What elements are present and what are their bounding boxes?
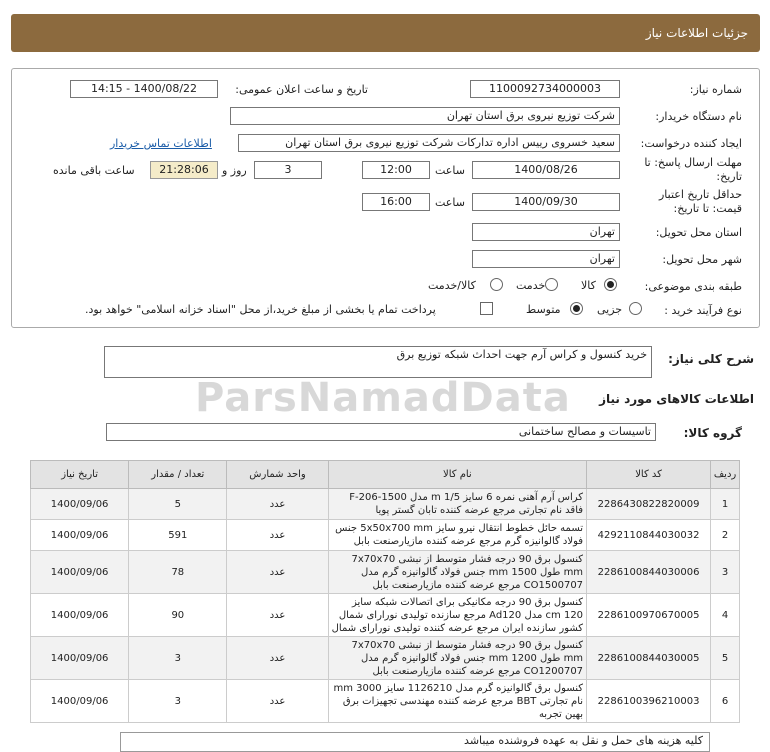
row-number: 2 bbox=[711, 520, 740, 551]
item-name: تسمه حائل خطوط انتقال نیرو سایز 5x50x700 mm جنس فولاد گالوانیزه گرم مرجع عرضه کننده مازیارصنعت بابل bbox=[328, 520, 586, 551]
item-qty: 3 bbox=[129, 680, 227, 723]
item-name: کراس آرم آهنی نمره 6 سایز m 1/5 مدل F-206-1500 فاقد نام تجارتی مرجع عرضه کننده تابان گستر پویا bbox=[328, 489, 586, 520]
table-header-row bbox=[31, 461, 740, 489]
buyer-contact-link[interactable]: اطلاعات تماس خریدار bbox=[110, 137, 212, 150]
city-field: تهران bbox=[472, 250, 620, 268]
description-field: خرید کنسول و کراس آرم جهت احداث شبکه توزیع برق bbox=[104, 346, 652, 378]
province-label: استان محل تحویل: bbox=[655, 226, 742, 239]
treasury-payment-checkbox[interactable] bbox=[480, 302, 493, 315]
row-number: 6 bbox=[711, 680, 740, 723]
item-code: 2286100970670005 bbox=[587, 594, 711, 637]
col-row-header: ردیف bbox=[711, 461, 740, 489]
category-service-label: خدمت bbox=[516, 279, 546, 292]
days-label: روز و bbox=[222, 164, 247, 177]
row-number: 3 bbox=[711, 551, 740, 594]
treasury-payment-text: پرداخت تمام یا بخشی از مبلغ خرید،از محل "اسناد خزانه اسلامی" خواهد بود. bbox=[85, 303, 436, 316]
announce-label: تاریخ و ساعت اعلان عمومی: bbox=[235, 83, 368, 96]
goods-group-label: گروه کالا: bbox=[683, 426, 742, 440]
page-title: جزئیات اطلاعات نیاز bbox=[11, 14, 760, 52]
creator-label: ایجاد کننده درخواست: bbox=[640, 137, 742, 150]
process-medium-label: متوسط bbox=[526, 303, 561, 316]
item-code: 2286430822820009 bbox=[587, 489, 711, 520]
validity-time-label: ساعت bbox=[435, 196, 465, 209]
item-unit: عدد bbox=[227, 551, 328, 594]
validity-date-field: 1400/09/30 bbox=[472, 193, 620, 211]
goods-group-field: تاسیسات و مصالح ساختمانی bbox=[106, 423, 656, 441]
deadline-time-label: ساعت bbox=[435, 164, 465, 177]
item-date: 1400/09/06 bbox=[31, 489, 129, 520]
table-row bbox=[31, 520, 740, 551]
days-remaining-field: 3 bbox=[254, 161, 322, 179]
deadline-date-field: 1400/08/26 bbox=[472, 161, 620, 179]
category-goods-radio[interactable] bbox=[604, 278, 617, 291]
item-name: کنسول برق 90 درجه فشار متوسط از نبشی 7x70x70 mm طول 1200 mm جنس فولاد گالوانیزه گرم مدل CO1200707 مرجع عرضه کننده مازیارصنعت بابل bbox=[328, 637, 586, 680]
item-code: 2286100844030005 bbox=[587, 637, 711, 680]
item-qty: 78 bbox=[129, 551, 227, 594]
item-qty: 5 bbox=[129, 489, 227, 520]
announce-field: 1400/08/22 - 14:15 bbox=[70, 80, 218, 98]
item-code: 2286100396210003 bbox=[587, 680, 711, 723]
table-row bbox=[31, 637, 740, 680]
item-code: 2286100844030006 bbox=[587, 551, 711, 594]
need-number-field: 1100092734000003 bbox=[470, 80, 620, 98]
item-name: کنسول برق 90 درجه فشار متوسط از نبشی 7x70x70 mm طول 1500 mm جنس فولاد گالوانیزه گرم مدل CO1500707 مرجع عرضه کننده مازیارصنعت بابل bbox=[328, 551, 586, 594]
process-minor-radio[interactable] bbox=[629, 302, 642, 315]
creator-field: سعید خسروی رییس اداره تدارکات شرکت توزیع نیروی برق استان تهران bbox=[238, 134, 620, 152]
deadline-label: مهلت ارسال پاسخ: تا تاریخ: bbox=[644, 156, 742, 183]
goods-section-title: اطلاعات کالاهای مورد نیاز bbox=[599, 392, 754, 406]
item-unit: عدد bbox=[227, 637, 328, 680]
row-number: 5 bbox=[711, 637, 740, 680]
item-date: 1400/09/06 bbox=[31, 520, 129, 551]
item-unit: عدد bbox=[227, 594, 328, 637]
province-field: تهران bbox=[472, 223, 620, 241]
buyer-label: نام دستگاه خریدار: bbox=[655, 110, 742, 123]
category-both-label: کالا/خدمت bbox=[428, 279, 476, 292]
need-number-label: شماره نیاز: bbox=[689, 83, 742, 96]
item-unit: عدد bbox=[227, 489, 328, 520]
col-qty-header: تعداد / مقدار bbox=[129, 461, 227, 489]
shipping-note: کلیه هزینه های حمل و نقل به عهده فروشنده میباشد bbox=[120, 732, 710, 752]
process-medium-radio[interactable] bbox=[570, 302, 583, 315]
process-label: نوع فرآیند خرید : bbox=[664, 304, 742, 317]
item-qty: 3 bbox=[129, 637, 227, 680]
validity-time-field: 16:00 bbox=[362, 193, 430, 211]
item-unit: عدد bbox=[227, 520, 328, 551]
buyer-field: شرکت توزیع نیروی برق استان تهران bbox=[230, 107, 620, 125]
item-date: 1400/09/06 bbox=[31, 637, 129, 680]
col-date-header: تاریخ نیاز bbox=[31, 461, 129, 489]
item-date: 1400/09/06 bbox=[31, 680, 129, 723]
table-row bbox=[31, 489, 740, 520]
item-qty: 591 bbox=[129, 520, 227, 551]
table-row bbox=[31, 594, 740, 637]
col-code-header: کد کالا bbox=[587, 461, 711, 489]
item-code: 4292110844030032 bbox=[587, 520, 711, 551]
row-number: 4 bbox=[711, 594, 740, 637]
col-name-header: نام کالا bbox=[328, 461, 586, 489]
process-minor-label: جزیی bbox=[597, 303, 623, 316]
row-number: 1 bbox=[711, 489, 740, 520]
item-unit: عدد bbox=[227, 680, 328, 723]
category-both-radio[interactable] bbox=[490, 278, 503, 291]
item-name: کنسول برق 90 درجه مکانیکی برای اتصالات شبکه سایز 120 cm مدل Ad120 مرجع سازنده تولیدی نورارای شمال کشور سازنده ایران مرجع عرضه کننده تولیدی نورارای شمال bbox=[328, 594, 586, 637]
item-date: 1400/09/06 bbox=[31, 594, 129, 637]
description-label: شرح کلی نیاز: bbox=[668, 352, 754, 366]
category-service-radio[interactable] bbox=[545, 278, 558, 291]
col-unit-header: واحد شمارش bbox=[227, 461, 328, 489]
deadline-time-field: 12:00 bbox=[362, 161, 430, 179]
watermark: ParsNamadData bbox=[195, 375, 571, 421]
category-goods-label: کالا bbox=[581, 279, 596, 292]
table-row bbox=[31, 551, 740, 594]
time-remaining-label: ساعت باقی مانده bbox=[53, 164, 135, 177]
item-qty: 90 bbox=[129, 594, 227, 637]
validity-label: حداقل تاریخ اعتبار قیمت: تا تاریخ: bbox=[658, 188, 742, 215]
item-date: 1400/09/06 bbox=[31, 551, 129, 594]
category-label: طبقه بندی موضوعی: bbox=[644, 280, 742, 293]
table-row bbox=[31, 680, 740, 723]
city-label: شهر محل تحویل: bbox=[662, 253, 742, 266]
goods-table bbox=[30, 460, 740, 723]
item-name: کنسول برق گالوانیزه گرم مدل 1126210 سایز 3000 mm نام تجارتی BBT مرجع عرضه کننده مهندسی تجهیزات برق بهین تجربه bbox=[328, 680, 586, 723]
time-remaining-field: 21:28:06 bbox=[150, 161, 218, 179]
